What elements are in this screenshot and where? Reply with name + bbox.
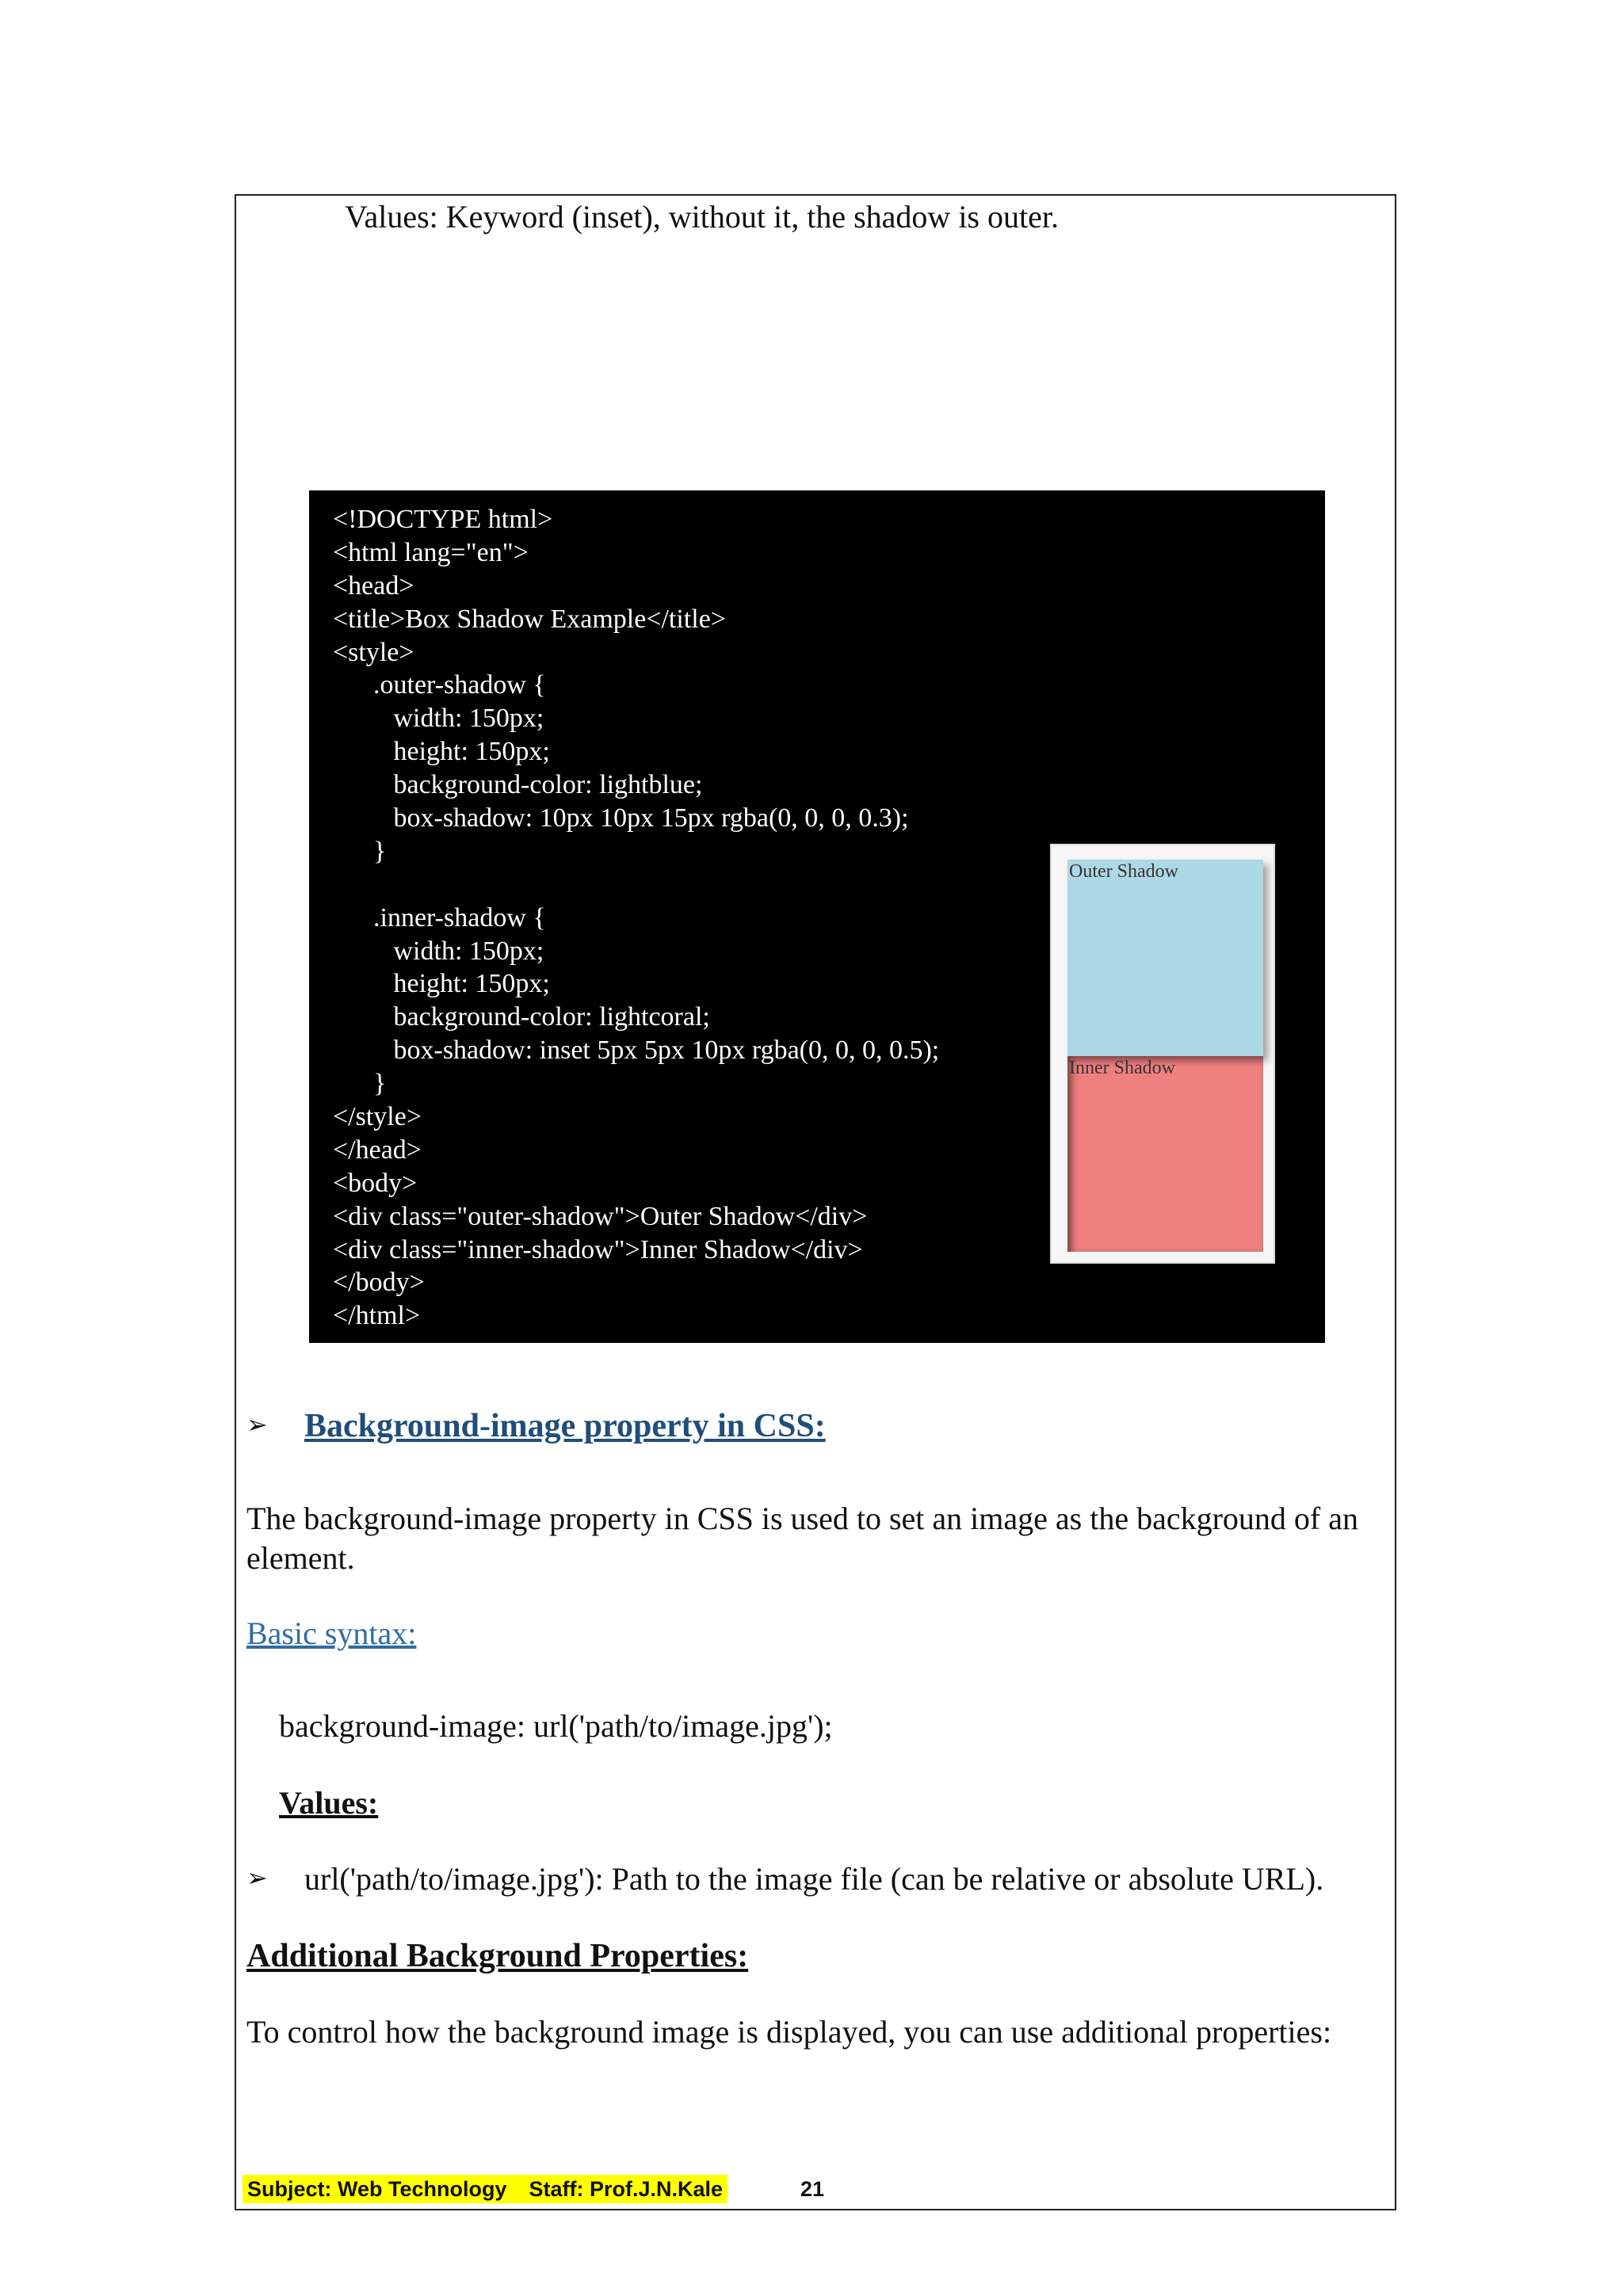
code-line: width: 150px; bbox=[333, 704, 544, 734]
footer-staff: Staff: Prof.J.N.Kale bbox=[529, 2177, 724, 2201]
intro-paragraph: The background-image property in CSS is used to set an image as the background of an element. bbox=[246, 1501, 1358, 1576]
code-line: background-color: lightblue; bbox=[333, 770, 703, 800]
code-line: <div class="outer-shadow">Outer Shadow</div> bbox=[333, 1201, 868, 1231]
page-number: 21 bbox=[800, 2177, 825, 2201]
control-description: To control how the background image is displayed, you can use additional properties: bbox=[246, 2014, 1332, 2050]
code-line: background-color: lightcoral; bbox=[333, 1002, 710, 1032]
outer-shadow-label: Outer Shadow bbox=[1069, 861, 1178, 882]
code-line: .inner-shadow { bbox=[333, 902, 546, 933]
code-listing bbox=[333, 503, 939, 1333]
code-line: box-shadow: inset 5px 5px 10px rgba(0, 0, 0, 0.5); bbox=[333, 1035, 940, 1066]
code-line: height: 150px; bbox=[333, 737, 550, 767]
code-line: </body> bbox=[333, 1268, 425, 1298]
values-note: Values: Keyword (inset), without it, the shadow is outer. bbox=[345, 199, 1059, 235]
code-line: } bbox=[333, 1069, 387, 1099]
section-heading: Background-image property in CSS: bbox=[304, 1408, 826, 1444]
code-line: <html lang="en"> bbox=[333, 537, 529, 567]
values-heading: Values: bbox=[279, 1785, 379, 1821]
code-line: width: 150px; bbox=[333, 936, 544, 966]
code-line: <!DOCTYPE html> bbox=[333, 505, 553, 534]
code-line: } bbox=[333, 836, 387, 866]
code-line: </html> bbox=[333, 1301, 421, 1331]
code-line: <div class="inner-shadow">Inner Shadow</div> bbox=[333, 1234, 863, 1264]
code-line: <head> bbox=[333, 570, 414, 601]
code-line: <style> bbox=[333, 637, 414, 667]
code-line: </head> bbox=[333, 1135, 422, 1165]
bullet-arrow-icon: ➢ bbox=[246, 1409, 268, 1440]
inner-shadow-box bbox=[1067, 1056, 1263, 1252]
code-line: <title>Box Shadow Example</title> bbox=[333, 604, 726, 634]
code-line: .outer-shadow { bbox=[333, 670, 546, 700]
inner-shadow-label: Inner Shadow bbox=[1069, 1058, 1175, 1078]
code-line: height: 150px; bbox=[333, 969, 550, 999]
basic-syntax-heading: Basic syntax: bbox=[246, 1615, 417, 1651]
syntax-example: background-image: url('path/to/image.jpg'); bbox=[279, 1708, 833, 1744]
url-value-description: url('path/to/image.jpg'): Path to the image file (can be relative or absolute URL). bbox=[304, 1861, 1324, 1897]
code-line: <body> bbox=[333, 1168, 418, 1198]
footer-subject: Subject: Web Technology bbox=[247, 2177, 507, 2201]
footer-subject-staff bbox=[242, 2175, 727, 2203]
bullet-arrow-icon: ➢ bbox=[246, 1863, 268, 1893]
code-line bbox=[333, 868, 939, 902]
additional-properties-heading: Additional Background Properties: bbox=[246, 1938, 749, 1974]
rendered-preview bbox=[1050, 844, 1275, 1264]
code-line: box-shadow: 10px 10px 15px rgba(0, 0, 0, 0.3); bbox=[333, 803, 909, 833]
code-example-panel bbox=[309, 490, 1325, 1343]
code-line: </style> bbox=[333, 1102, 422, 1132]
outer-shadow-box bbox=[1067, 860, 1263, 1056]
